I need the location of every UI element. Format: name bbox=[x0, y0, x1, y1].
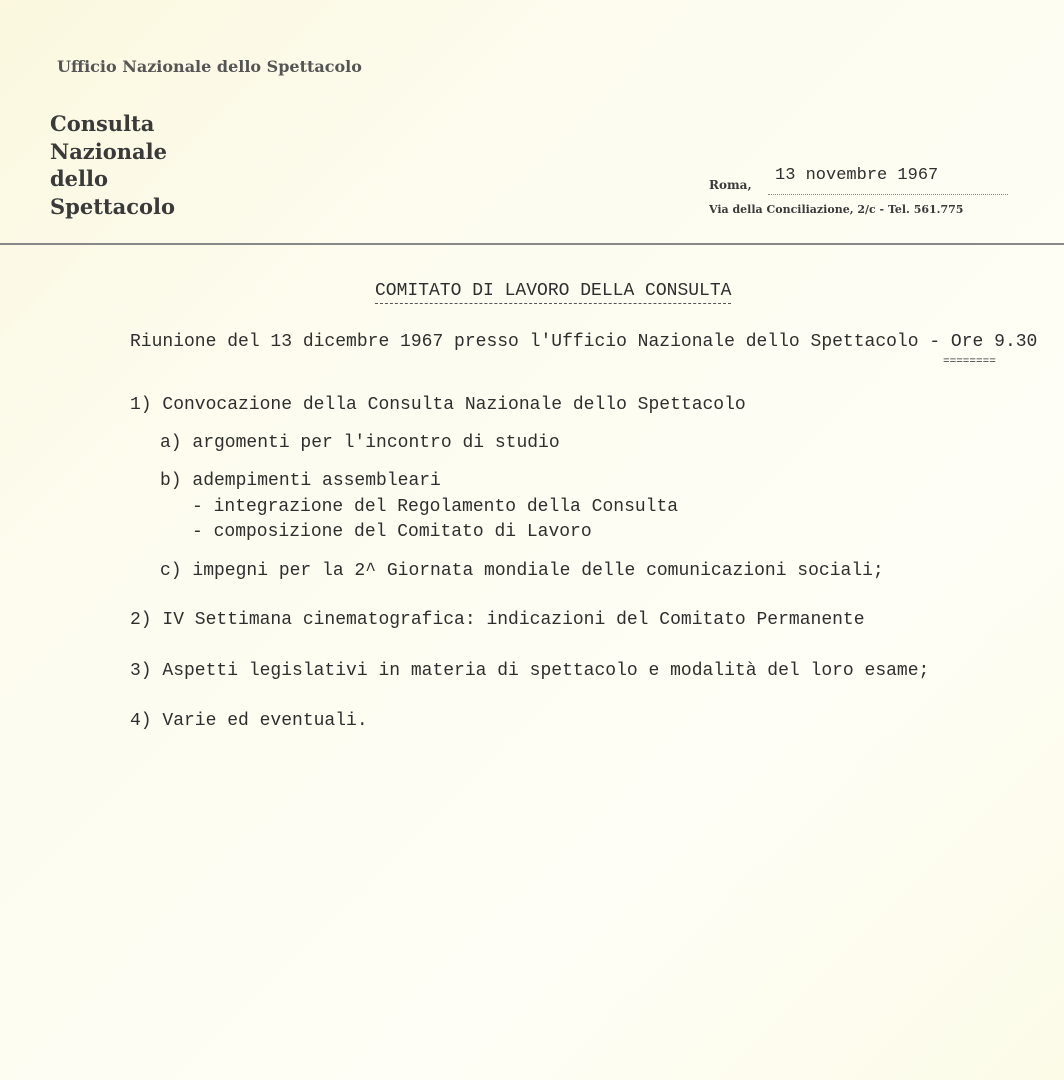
header-divider bbox=[0, 243, 1064, 245]
document-title: COMITATO DI LAVORO DELLA CONSULTA bbox=[375, 281, 731, 304]
office-name: Ufficio Nazionale dello Spettacolo bbox=[57, 57, 362, 76]
address: Via della Conciliazione, 2/c - Tel. 561.775 bbox=[709, 203, 964, 216]
meeting-line: Riunione del 13 dicembre 1967 presso l'Ufficio Nazionale dello Spettacolo - Ore 9.30 bbox=[130, 332, 1038, 352]
agenda-bullet: - integrazione del Regolamento della Consulta bbox=[192, 497, 679, 517]
organization-name bbox=[50, 110, 175, 220]
place-label: Roma, bbox=[709, 178, 752, 192]
date-dotted-line bbox=[768, 194, 1008, 195]
letter-date: 13 novembre 1967 bbox=[775, 166, 939, 185]
agenda-item: 4) Varie ed eventuali. bbox=[130, 711, 368, 731]
agenda-subitem: a) argomenti per l'incontro di studio bbox=[160, 433, 560, 453]
agenda-subitem: c) impegni per la 2^ Giornata mondiale delle comunicazioni sociali; bbox=[160, 561, 884, 581]
org-line: Consulta bbox=[50, 111, 155, 136]
agenda-item: 3) Aspetti legislativi in materia di spettacolo e modalità del loro esame; bbox=[130, 661, 930, 681]
org-line: Nazionale bbox=[50, 138, 167, 164]
agenda-item: 1) Convocazione della Consulta Nazionale dello Spettacolo bbox=[130, 395, 746, 415]
time-underline: ======== bbox=[943, 356, 996, 368]
agenda-bullet: - composizione del Comitato di Lavoro bbox=[192, 522, 592, 542]
agenda-subitem: b) adempimenti assembleari bbox=[160, 471, 441, 491]
agenda-item: 2) IV Settimana cinematografica: indicazioni del Comitato Permanente bbox=[130, 610, 865, 630]
org-line: dello bbox=[50, 166, 109, 191]
org-line: Spettacolo bbox=[50, 193, 175, 219]
